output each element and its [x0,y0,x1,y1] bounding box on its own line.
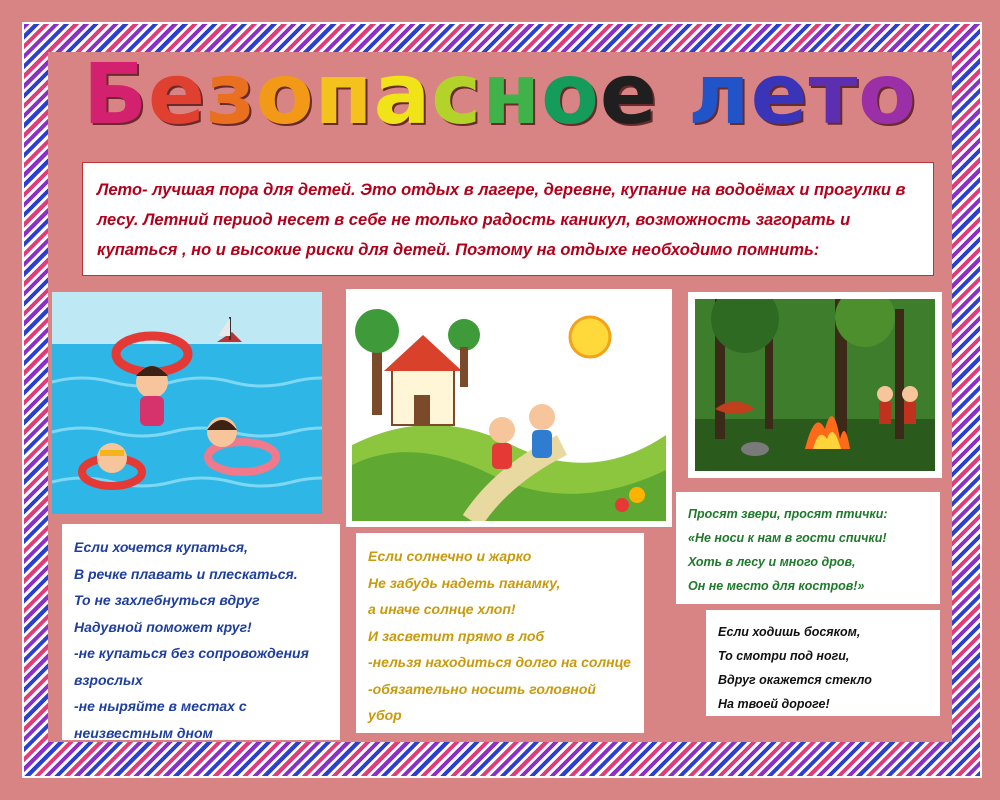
barefoot-safety-verse [706,610,940,716]
verse-line: То смотри под ноги, [718,649,850,663]
verse-line: -нельзя находиться долго на солнце [368,654,631,670]
verse-line: Если хочется купаться, [74,539,248,555]
verse-line: а иначе солнце хлоп! [368,601,516,617]
title-letter: о [541,45,600,143]
title-letter: т [808,45,859,143]
verse-line: Если ходишь босяком, [718,625,861,639]
title-letter: н [482,45,542,143]
verse-line: -обязательно носить головной [368,680,596,697]
title-letter [658,46,688,142]
verse-line: -не ныряйте в местах с [74,698,247,714]
verse-line: То не захлебнуться вдруг [74,592,260,608]
swimming-image [52,292,322,514]
verse-line: Он не место для костров!» [688,579,865,593]
verse-line: убор [368,707,402,723]
title-letter: с [431,45,483,143]
verse-line: Надувной поможет круг! [74,618,252,635]
verse-line: Вдруг окажется стекло [718,673,872,687]
title-letter: а [373,45,432,143]
title-letter: е [750,45,809,143]
verse-line: Не забудь надеть панамку, [368,574,561,591]
sunny-image [352,295,666,521]
title-letter: е [599,45,658,143]
swimming-illustration [52,292,322,514]
forest-illustration-card [688,292,942,478]
title-letter: Б [83,45,149,143]
verse-line: неизвестным дном [74,724,213,741]
forest-safety-verse [676,492,940,604]
intro-text: Лето- лучшая пора для детей. Это отдых в лагере, деревне, купание на водоёмах и прогулки в лесу. Летний период несет в себе не только радость каникул, возможность загорать и купаться , но и высокие риски для детей. Поэтому на отдыхе необходимо помнить: [97,181,906,259]
intro-text-box [82,162,934,276]
verse-line: Если солнечно и жарко [368,548,532,564]
verse-line: Хоть в лесу и много дров, [688,555,856,569]
verse-line: «Не носи к нам в гости спички! [688,531,887,545]
verse-line: В речке плавать и плескаться. [74,565,298,582]
water-safety-verse [62,524,340,740]
title-letter: з [206,45,256,143]
title-letter: о [858,45,917,143]
sunny-illustration-card [346,289,672,527]
verse-line: И засветит прямо в лоб [368,627,545,644]
sun-safety-verse [356,533,644,733]
title-letter: п [314,45,374,143]
forest-image [695,299,935,471]
verse-line: Просят звери, просят птички: [688,507,888,521]
verse-line: взрослых [74,671,143,688]
poster-title [60,46,940,142]
title-letter: л [688,45,751,143]
verse-line: На твоей дороге! [718,697,830,711]
verse-line: -не купаться без сопровождения [74,645,309,661]
title-letter: е [148,45,207,143]
title-letter: о [255,45,315,143]
